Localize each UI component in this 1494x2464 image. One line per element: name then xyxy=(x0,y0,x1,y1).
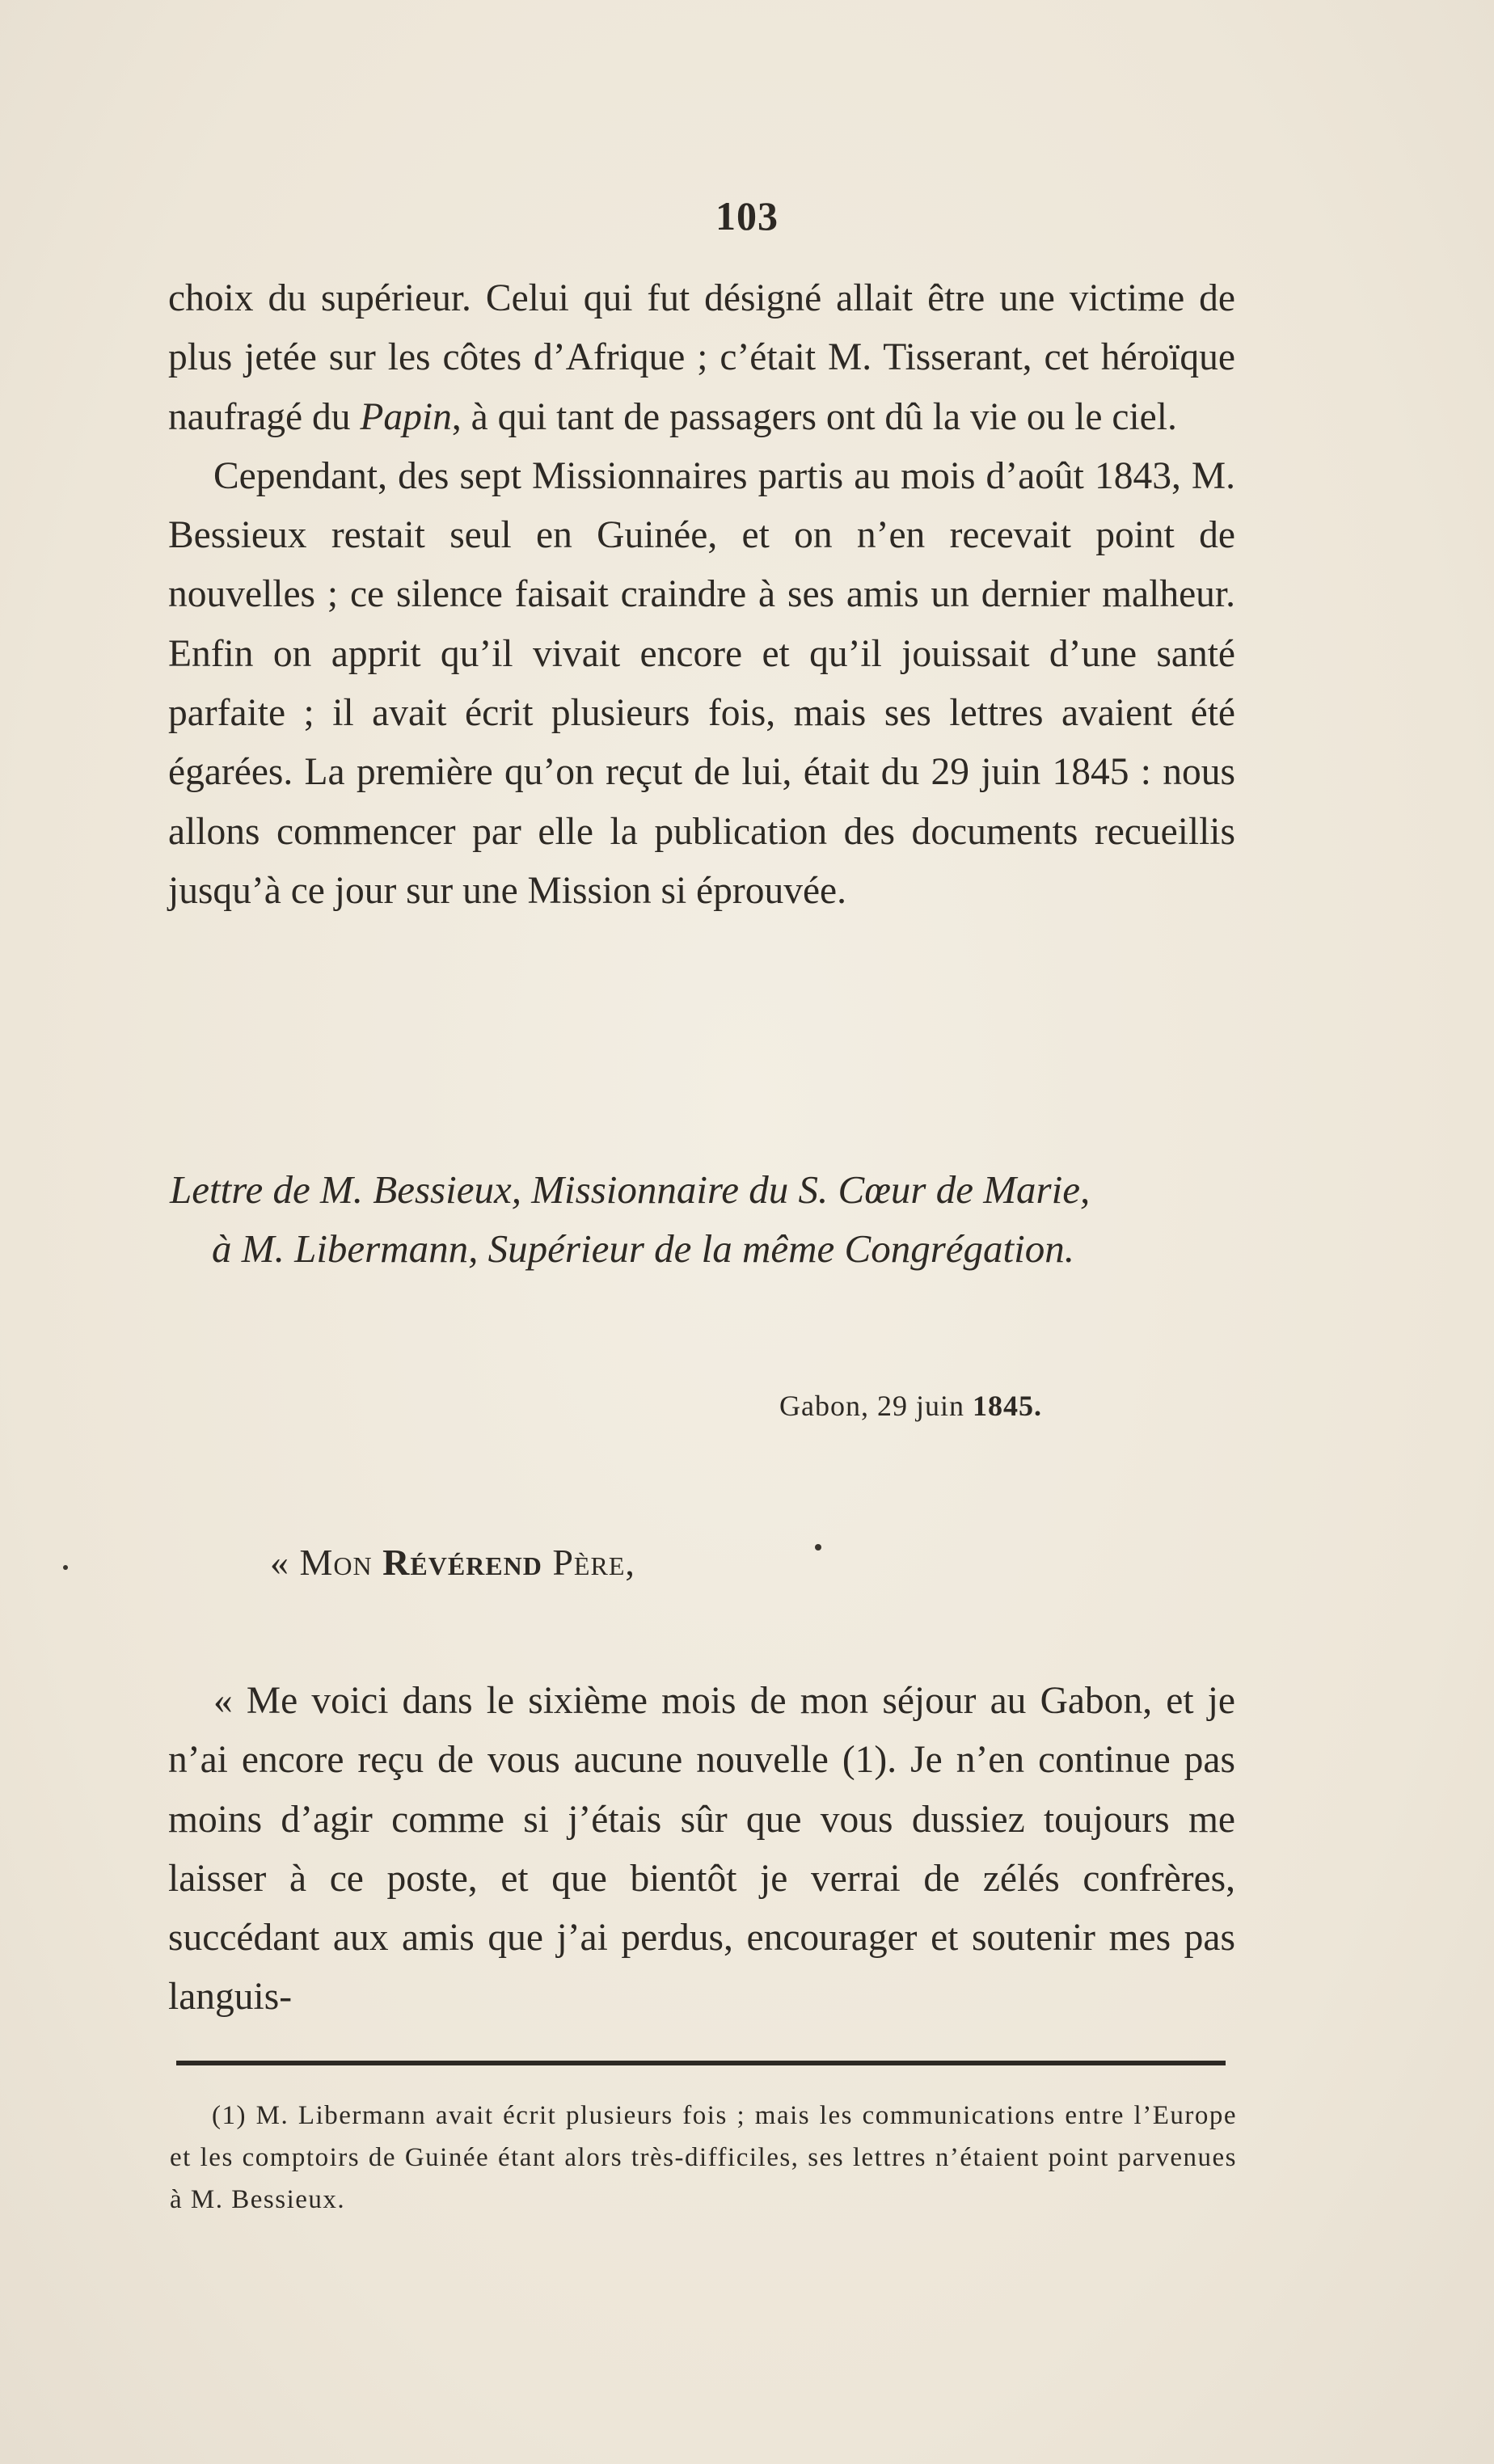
dateline-place: Gabon, 29 juin xyxy=(779,1390,964,1422)
print-speck xyxy=(815,1544,821,1551)
letter-heading-line-1: Lettre de M. Bessieux, Missionnaire du S. Cœur de Marie, xyxy=(170,1167,1091,1212)
salutation-initial-1: M xyxy=(299,1542,334,1583)
salutation xyxy=(270,1541,635,1584)
salutation-rest-3: ère xyxy=(573,1542,626,1583)
dateline-year: 1845. xyxy=(972,1390,1042,1422)
salutation-initial-2: R xyxy=(382,1542,411,1583)
footnotes xyxy=(170,2095,1237,2221)
footnote-1: (1) M. Libermann avait écrit plusieurs fois ; mais les communications entre l’Europe et les comptoirs de Guinée étant alors très-difficiles, ses lettres n’étaient point parvenues à M. Bessieux. xyxy=(170,2101,1237,2214)
letter-paragraph-1: « Me voici dans le sixième mois de mon séjour au Gabon, et je n’ai encore reçu de vous aucune nouvelle (1). Je n’en continue pas moins d’agir comme si j’étais sûr que vous dussiez toujours me laisser à ce poste, et que bientôt je verrai de zélés confrères, succédant aux amis que j’ai perdus, encourager et soutenir mes pas languis- xyxy=(168,1680,1235,2019)
letter-body xyxy=(168,1672,1235,2027)
intro-paragraph-1-part-1: choix du supérieur. Celui qui fut désigné allait être une victime de plus jetée sur les côtes d’Afrique ; c’était M. Tisserant, cet héroïque naufragé du xyxy=(168,277,1235,438)
salutation-rest-2: évérend xyxy=(410,1542,542,1583)
intro-paragraph-1 xyxy=(168,269,1235,447)
letter-heading xyxy=(170,1160,1245,1278)
ship-name-papin: Papin xyxy=(360,395,452,438)
print-speck xyxy=(63,1565,68,1570)
intro-paragraph-2: Cependant, des sept Missionnaires partis au mois d’août 1843, M. Bessieux restait seul en Guinée, et on n’en recevait point de nouvelles ; ce silence faisait craindre à ses amis un dernier malheur. Enfin on apprit qu’il vivait encore et qu’il jouissait d’une santé parfaite ; il avait écrit plusieurs fois, mais ses lettres avaient été égarées. La première qu’on reçut de lui, était du 29 juin 1845 : nous allons commencer par elle la publication des documents recueillis jusqu’à ce jour sur une Mission si éprouvée. xyxy=(168,454,1235,912)
salutation-rest-1: on xyxy=(333,1542,373,1583)
salutation-initial-3: P xyxy=(552,1542,574,1583)
dateline xyxy=(779,1389,1042,1423)
salutation-quote: « xyxy=(270,1542,289,1583)
page-number: 103 xyxy=(715,193,779,238)
intro-paragraph-1-part-2: , à qui tant de passagers ont dû la vie ou le ciel. xyxy=(451,395,1177,438)
intro-text xyxy=(168,269,1235,921)
salutation-end: , xyxy=(625,1542,635,1583)
footnote-divider xyxy=(176,2061,1226,2065)
letter-heading-line-2: à M. Libermann, Supérieur de la même Congrégation. xyxy=(212,1226,1074,1271)
